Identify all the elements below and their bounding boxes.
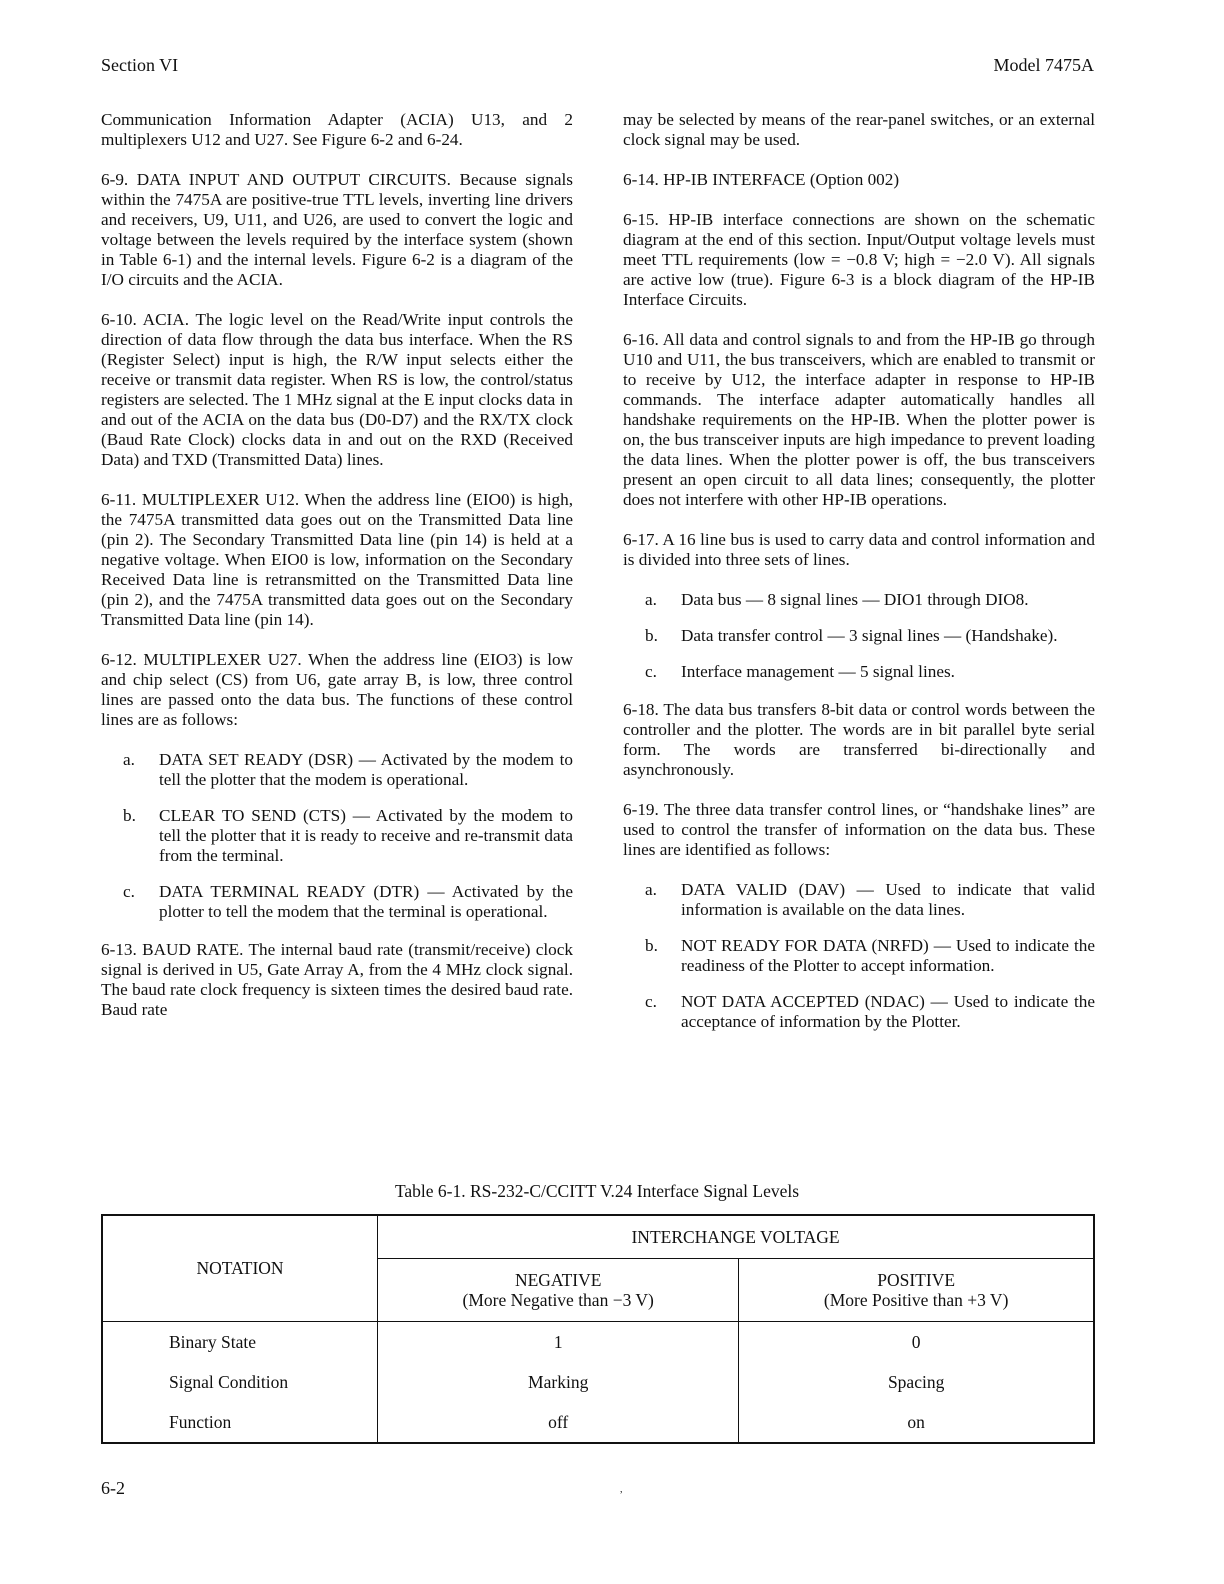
list-item-text: DATA VALID (DAV) — Used to indicate that valid information is available on the data lines.	[681, 880, 1095, 919]
negative-cell: 1	[378, 1322, 739, 1363]
list-item-text: Data bus — 8 signal lines — DIO1 through DIO8.	[681, 590, 1029, 609]
list-item	[623, 992, 1095, 1032]
paragraph-6-17: 6-17. A 16 line bus is used to carry data and control information and is divided into three sets of lines.	[623, 530, 1095, 569]
left-column	[101, 110, 573, 1040]
handshake-lines-list	[623, 880, 1095, 1032]
positive-cell: on	[907, 1411, 925, 1432]
positive-cell: 0	[911, 1331, 921, 1352]
running-header-section: Section VI	[101, 55, 179, 75]
negative-cell: Marking	[378, 1362, 739, 1402]
negative-header-subtitle: (More Negative than −3 V)	[462, 1290, 654, 1310]
list-item-label: a.	[123, 750, 135, 769]
list-item-label: c.	[645, 662, 657, 681]
table-row	[102, 1402, 1094, 1443]
positive-header-title: POSITIVE	[877, 1270, 956, 1290]
paragraph-6-19: 6-19. The three data transfer control lines, or “handshake lines” are used to control the transfer of information on the data bus. These lines are identified as follows:	[623, 800, 1095, 859]
list-item	[623, 880, 1095, 920]
signal-levels-table	[101, 1214, 1095, 1444]
paragraph-continued: may be selected by means of the rear-panel switches, or an external clock signal may be used.	[623, 110, 1095, 149]
positive-header	[739, 1259, 1094, 1322]
table-caption: Table 6-1. RS-232-C/CCITT V.24 Interface Signal Levels	[394, 1181, 800, 1201]
table-row	[102, 1322, 1094, 1363]
list-item	[101, 882, 573, 922]
list-item-label: c.	[123, 882, 135, 901]
list-item-label: a.	[645, 590, 657, 609]
control-lines-list	[101, 750, 573, 922]
paragraph-6-10: 6-10. ACIA. The logic level on the Read/Write input controls the direction of data flow through the data bus interface. When the RS (Register Select) input is high, the R/W input selects either the receive or transmit data register. When RS is low, the control/status registers are selected. The 1 MHz signal at the E input clocks data in and out of the ACIA on the data bus (D0-D7) and the RX/TX clock (Baud Rate Clock) clocks data in and out on the RXD (Received Data) and TXD (Transmitted Data) lines.	[101, 310, 573, 469]
footer-mark: ,	[620, 1484, 623, 1495]
list-item-text: CLEAR TO SEND (CTS) — Activated by the modem to tell the plotter that it is ready to receive and re-transmit data from the terminal.	[159, 806, 573, 865]
running-header-model: Model 7475A	[993, 55, 1094, 75]
list-item-label: a.	[645, 880, 657, 899]
paragraph-intro: Communication Information Adapter (ACIA) U13, and 2 multiplexers U12 and U27. See Figure 6-2 and 6-24.	[101, 110, 573, 149]
right-column	[623, 110, 1095, 1050]
paragraph-6-9: 6-9. DATA INPUT AND OUTPUT CIRCUITS. Because signals within the 7475A are positive-true TTL levels, inverting line drivers and receivers, U9, U11, and U26, are used to convert the logic and voltage between the levels required by the interface system (shown in Table 6-1) and the internal levels. Figure 6-2 is a diagram of the I/O circuits and the ACIA.	[101, 170, 573, 289]
list-item-text: Interface management — 5 signal lines.	[681, 662, 955, 681]
row-label: Binary State	[102, 1322, 378, 1363]
paragraph-6-16: 6-16. All data and control signals to and from the HP-IB go through U10 and U11, the bus transceivers, which are enabled to transmit or to receive by U12, the interface adapter in response to HP-IB commands. The interface adapter automatically handles all handshake requirements on the HP-IB. When the plotter power is on, the bus transceiver inputs are high impedance to prevent loading the data lines. When the plotter power is off, the bus transceivers present an open circuit to all data lines; consequently, the plotter does not interfere with other HP-IB operations.	[623, 330, 1095, 509]
paragraph-6-14: 6-14. HP-IB INTERFACE (Option 002)	[623, 170, 900, 189]
paragraph-6-12: 6-12. MULTIPLEXER U27. When the address line (EIO3) is low and chip select (CS) from U6, gate array B, is low, three control lines are passed onto the data bus. The functions of these control lines are as follows:	[101, 650, 573, 729]
paragraph-6-13: 6-13. BAUD RATE. The internal baud rate (transmit/receive) clock signal is derived in U5, Gate Array A, from the 4 MHz clock signal. The baud rate clock frequency is sixteen times the desired baud rate. Baud rate	[101, 940, 573, 1019]
row-label: Function	[102, 1402, 378, 1443]
list-item-text: DATA TERMINAL READY (DTR) — Activated by the plotter to tell the modem that the terminal is operational.	[159, 882, 573, 921]
list-item	[623, 662, 1095, 682]
list-item	[101, 806, 573, 866]
table-header-row	[102, 1215, 1094, 1259]
negative-header-title: NEGATIVE	[514, 1270, 602, 1290]
notation-header: NOTATION	[102, 1215, 378, 1322]
table-row	[102, 1362, 1094, 1402]
paragraph-6-18: 6-18. The data bus transfers 8-bit data or control words between the controller and the plotter. The words are in bit parallel byte serial form. The words are transferred bi-directionally and asynchronously.	[623, 700, 1095, 779]
positive-cell: Spacing	[887, 1371, 945, 1392]
paragraph-6-11: 6-11. MULTIPLEXER U12. When the address line (EIO0) is high, the 7475A transmitted data goes out on the Transmitted Data line (pin 2). The Secondary Transmitted Data line (pin 14) is held at a negative voltage. When EIO0 is low, information on the Secondary Received Data line is retransmitted on the Transmitted Data line (pin 2), and the 7475A transmitted data goes out on the Secondary Transmitted Data line (pin 14).	[101, 490, 573, 629]
list-item-label: b.	[645, 626, 658, 645]
list-item	[623, 590, 1095, 610]
list-item	[623, 936, 1095, 976]
list-item-text: Data transfer control — 3 signal lines — (Handshake).	[681, 626, 1058, 645]
negative-header	[378, 1259, 739, 1322]
list-item	[101, 750, 573, 790]
paragraph-6-15: 6-15. HP-IB interface connections are shown on the schematic diagram at the end of this section. Input/Output voltage levels must meet TTL requirements (low = −0.8 V; high = −2.0 V). All signals are active low (true). Figure 6-3 is a block diagram of the HP-IB Interface Circuits.	[623, 210, 1095, 309]
list-item-text: DATA SET READY (DSR) — Activated by the modem to tell the plotter that the modem is operational.	[159, 750, 573, 789]
list-item-label: b.	[645, 936, 658, 955]
list-item	[623, 626, 1095, 646]
page-number: 6-2	[101, 1478, 125, 1498]
row-label: Signal Condition	[102, 1362, 378, 1402]
list-item-label: b.	[123, 806, 136, 825]
list-item-text: NOT READY FOR DATA (NRFD) — Used to indicate the readiness of the Plotter to accept information.	[681, 936, 1095, 975]
list-item-label: c.	[645, 992, 657, 1011]
positive-header-subtitle: (More Positive than +3 V)	[823, 1290, 1009, 1310]
bus-lines-list	[623, 590, 1095, 682]
list-item-text: NOT DATA ACCEPTED (NDAC) — Used to indicate the acceptance of information by the Plotter.	[681, 992, 1095, 1031]
interchange-voltage-header: INTERCHANGE VOLTAGE	[378, 1215, 1094, 1259]
negative-cell: off	[378, 1402, 739, 1443]
